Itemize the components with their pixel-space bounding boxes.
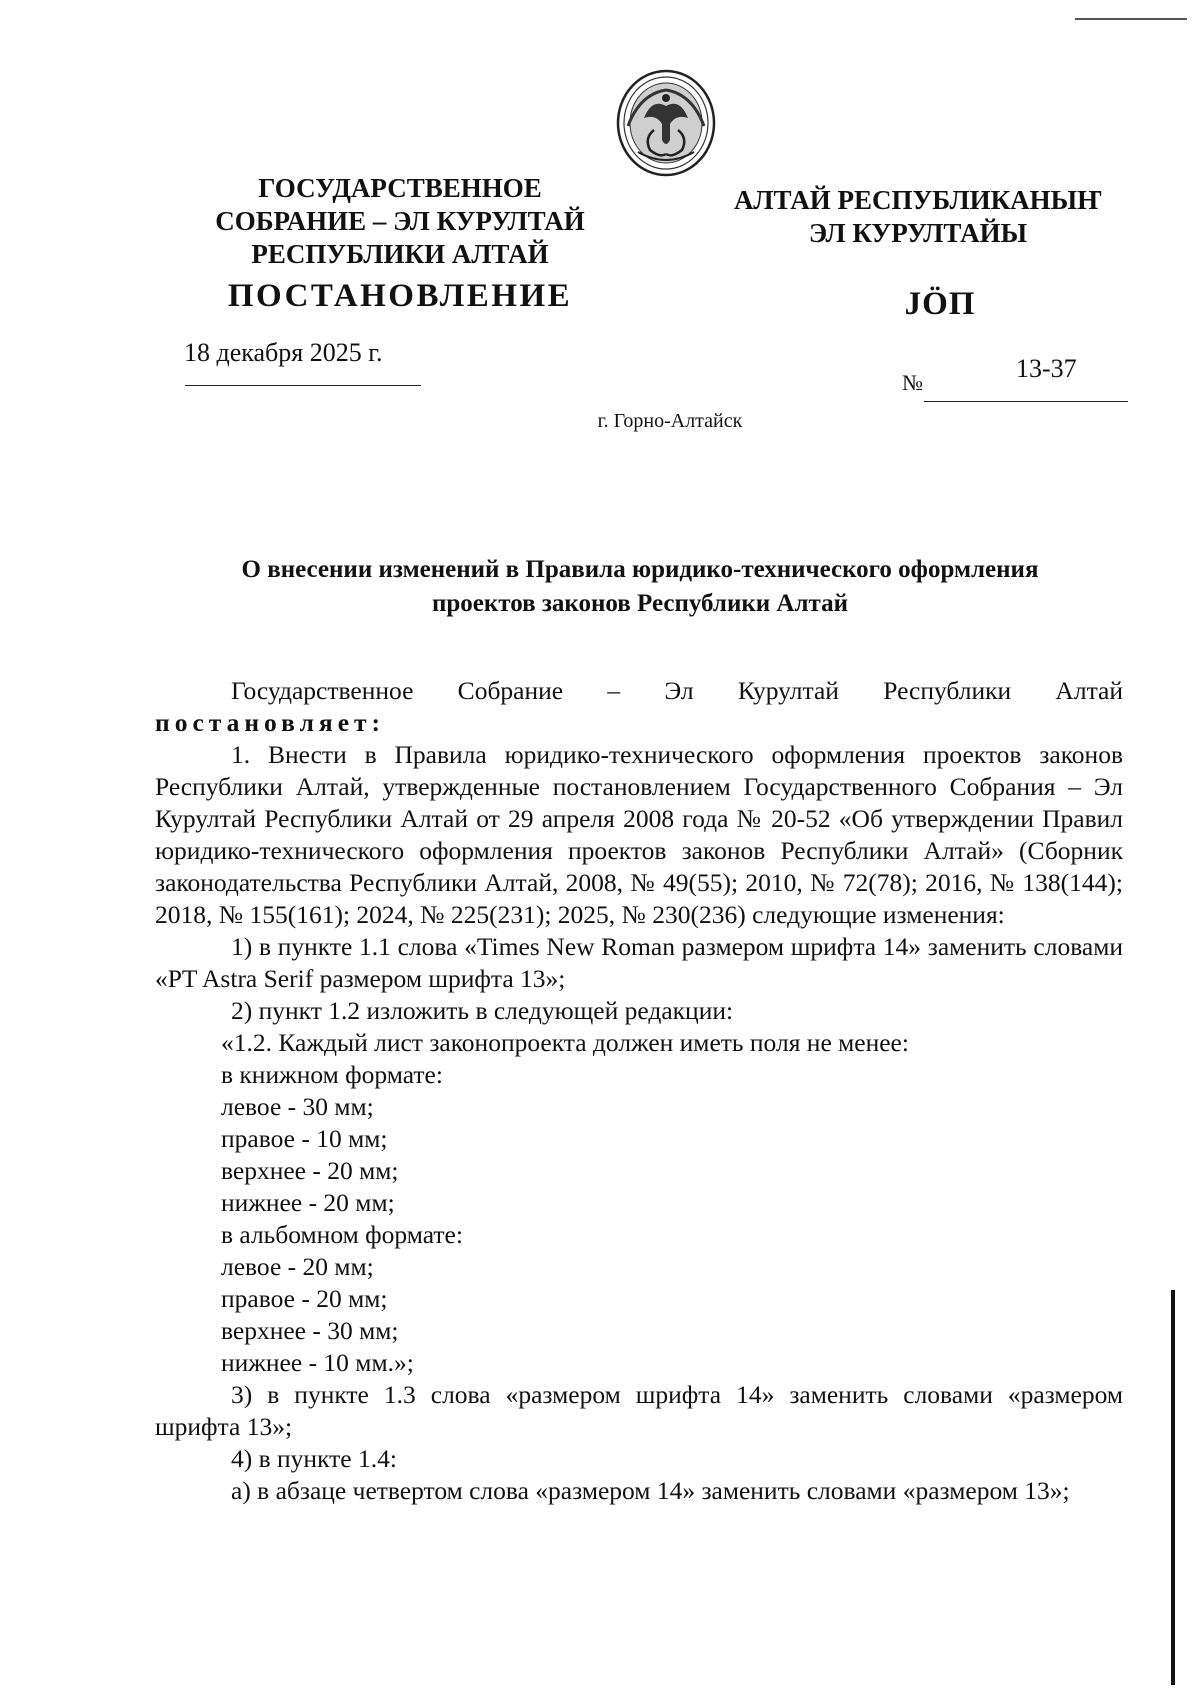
document-number: 13-37 (1016, 354, 1077, 383)
subitem-1-paragraph: 1) в пункте 1.1 слова «Times New Roman размером шрифта 14» заменить словами «PT Astra Serif размером шрифта 13»; (155, 932, 1123, 993)
org-name-right (718, 184, 1118, 250)
quote-line: в книжном формате: (221, 1060, 443, 1089)
org-name-right-line: ЭЛ КУРУЛТАЙЫ (808, 218, 1028, 248)
title-line: проектов законов Республики Алтай (432, 590, 848, 617)
org-name-left-line: ГОСУДАРСТВЕННОЕ (258, 173, 542, 203)
scan-artifact-top-line (1075, 18, 1187, 20)
quote-line: нижнее - 20 мм; (221, 1188, 395, 1217)
document-body (155, 675, 1123, 1507)
number-underline (924, 401, 1128, 402)
quote-line: верхнее - 30 мм; (221, 1316, 399, 1345)
intro-paragraph: Государственное Собрание – Эл Курултай Республики Алтай (231, 676, 1123, 705)
scan-artifact-right-bar (1171, 1290, 1175, 1685)
doc-type-russian: ПОСТАНОВЛЕНИЕ (227, 278, 573, 314)
org-name-left-line: СОБРАНИЕ – ЭЛ КУРУЛТАЙ (215, 206, 585, 236)
org-name-right-line: АЛТАЙ РЕСПУБЛИКАНЫҤ (733, 185, 1103, 215)
quote-line: «1.2. Каждый лист законопроекта должен иметь поля не менее: (221, 1028, 909, 1057)
quote-line: нижнее - 10 мм.»; (221, 1348, 414, 1377)
org-name-left-line: РЕСПУБЛИКИ АЛТАЙ (251, 239, 549, 269)
subitem-3-paragraph: 3) в пункте 1.3 слова «размером шрифта 14» заменить словами «размером шрифта 13»; (155, 1380, 1123, 1441)
quote-line: верхнее - 20 мм; (221, 1156, 399, 1185)
resolves-text: постановляет: (155, 708, 386, 737)
quote-line: левое - 20 мм; (221, 1252, 374, 1281)
subitem-4-paragraph: 4) в пункте 1.4: (231, 1444, 397, 1473)
document-date: 18 декабря 2025 г. (184, 338, 383, 367)
city: г. Горно-Алтайск (597, 410, 743, 432)
number-sign: № (902, 370, 923, 395)
resolves-word (155, 707, 1123, 739)
org-name-left (200, 172, 600, 271)
coat-of-arms-icon (614, 68, 718, 178)
doc-type-altai: JӦП (904, 286, 976, 322)
item-1-paragraph: 1. Внести в Правила юридико-технического оформления проектов законов Республики Алтай, утвержденные постановлением Государственного Собрания – Эл Курултай Республики Алтай от 29 апреля 2008 года № 20-52 «Об утверждении Правил юридико-технического оформления проектов законов Республики Алтай» (Сборник законодательства Республики Алтай, 2008, № 49(55); 2010, № 72(78); 2016, № 138(144); 2018, № 155(161); 2024, № 225(231); 2025, № 230(236) следующие изменения: (155, 740, 1123, 929)
title-line: О внесении изменений в Правила юридико-технического оформления (241, 556, 1039, 583)
subitem-2-paragraph: 2) пункт 1.2 изложить в следующей редакции: (231, 996, 734, 1025)
subitem-4a-paragraph: а) в абзаце четвертом слова «размером 14» заменить словами «размером 13»; (231, 1476, 1070, 1505)
date-underline (185, 385, 421, 386)
quote-line: правое - 10 мм; (221, 1124, 388, 1153)
quote-line: в альбомном формате: (221, 1220, 463, 1249)
document-title (150, 553, 1130, 621)
quote-line: левое - 30 мм; (221, 1092, 374, 1121)
quote-line: правое - 20 мм; (221, 1284, 388, 1313)
